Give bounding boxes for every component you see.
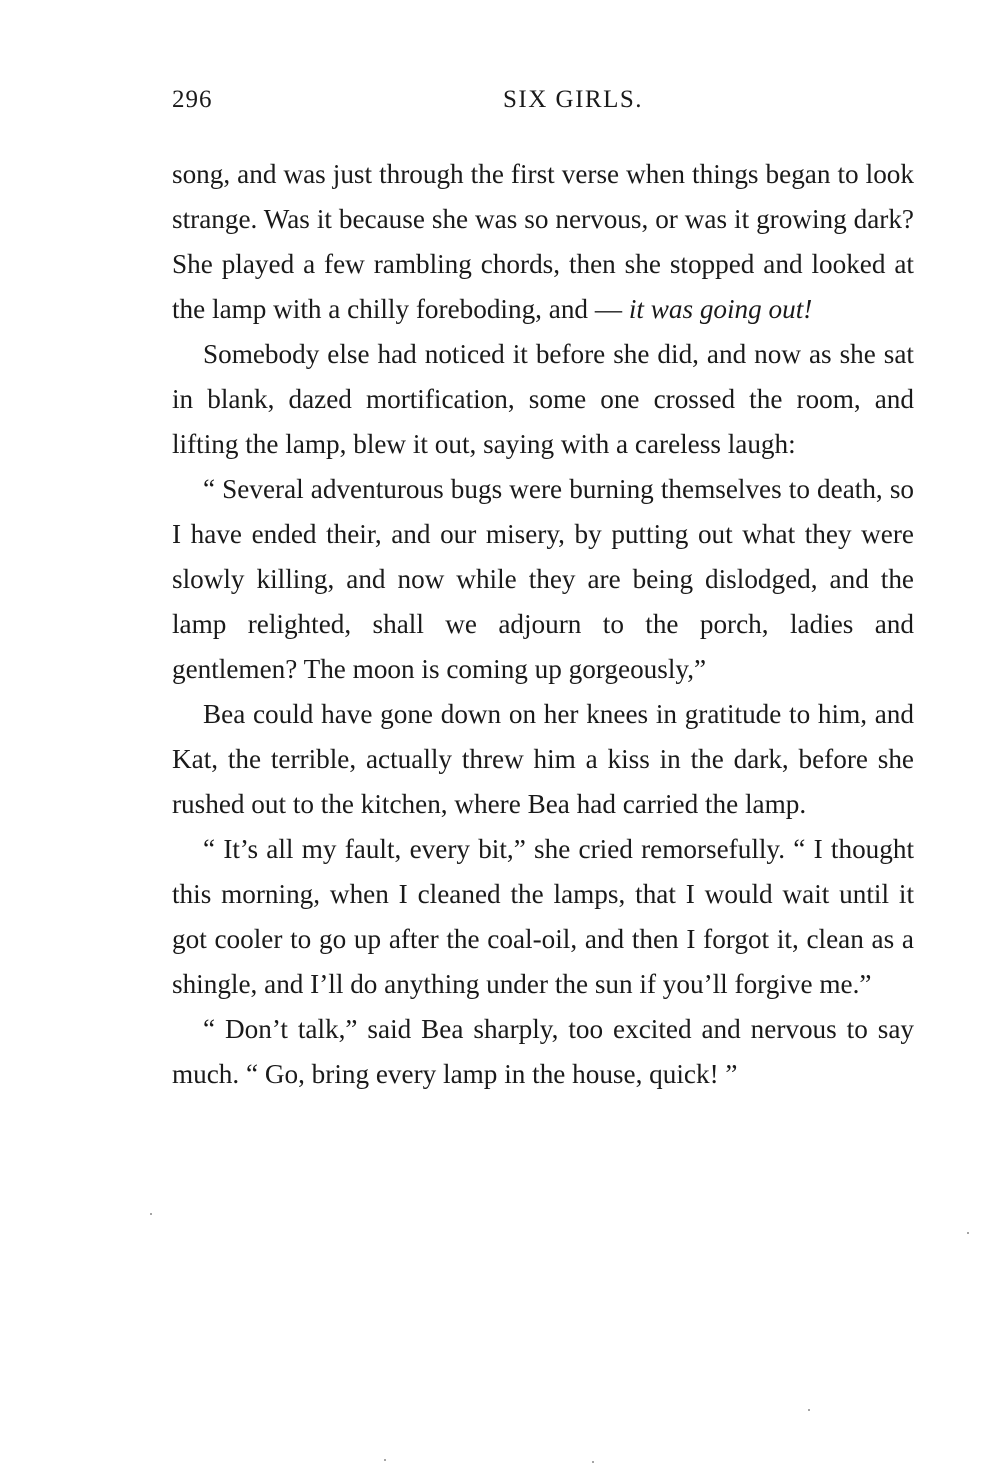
running-head: SIX GIRLS. [502,86,643,113]
paragraph-5: “ It’s all my fault, every bit,” she cried remorsefully. “ I thought this morning, when I cleaned the lamps, that I would wait until it got cooler to go up after the coal-oil, and then I forgot it, clean as a shingle, and I’ll do anything under the sun if you’ll forgive me.” [172,834,914,999]
paragraph-6: “ Don’t talk,” said Bea sharply, too excited and nervous to say much. “ Go, bring every lamp in the house, quick! ” [172,1014,914,1089]
page-header [172,86,914,126]
paragraph-1 [172,152,914,332]
scan-speck [808,1409,810,1411]
paragraph-1-italic: it was going out! [628,294,813,324]
paragraph-3: “ Several adventurous bugs were burning themselves to death, so I have ended their, and our misery, by putting out what they were slowly killing, and now while they are being dislodged, and the lamp relighted, shall we adjourn to the porch, ladies and gentlemen? The moon is coming up gorgeously,” [172,474,914,684]
scan-speck [967,1232,969,1234]
scan-speck [150,1213,152,1215]
paragraph-4: Bea could have gone down on her knees in gratitude to him, and Kat, the terrible, actually threw him a kiss in the dark, before she rushed out to the kitchen, where Bea had carried the lamp. [172,699,914,819]
scan-speck [384,1459,386,1461]
paragraph-2: Somebody else had noticed it before she did, and now as she sat in blank, dazed mortification, some one crossed the room, and lifting the lamp, blew it out, saying with a careless laugh: [172,339,914,459]
body-text [172,152,914,1097]
paragraph-1-text: song, and was just through the first verse when things began to look strange. Was it because she was so nervous, or was it growing dark? She played a few rambling chords, then she stopped and looked at the lamp with a chilly foreboding, and — [172,159,914,324]
scan-speck [592,1461,594,1463]
page-number: 296 [172,86,213,113]
